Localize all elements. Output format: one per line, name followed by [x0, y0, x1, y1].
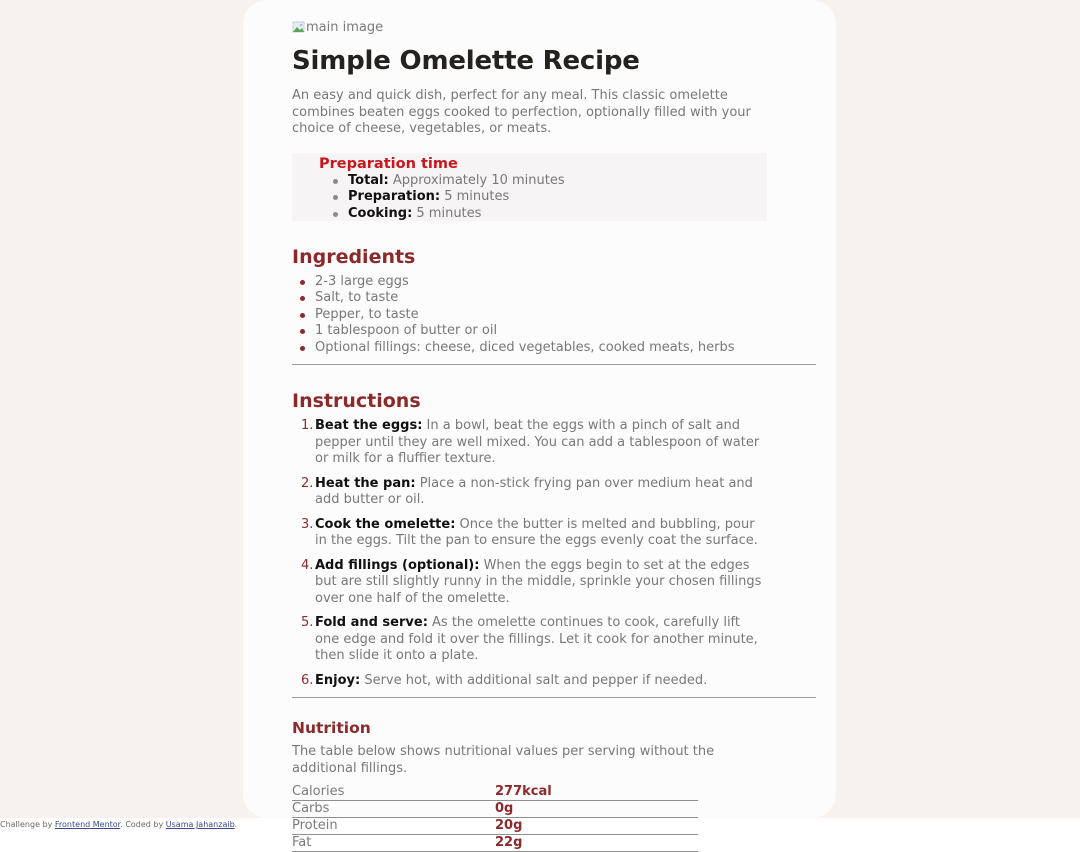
prep-item-value: 5 minutes: [440, 189, 510, 204]
step-text: In a bowl, beat the eggs with a pinch of salt and pepper until they are well mixed. You can add a tablespoon of water or milk for a fluffier texture.: [315, 418, 760, 466]
attribution-suffix: .: [234, 820, 238, 829]
step-label: Heat the pan:: [315, 475, 416, 491]
table-row: [292, 784, 698, 801]
table-row: [292, 818, 698, 835]
nutrition-value: 0g: [495, 801, 698, 818]
ingredients-heading: Ingredients: [292, 245, 416, 268]
nutrition-label: Fat: [292, 835, 495, 852]
nutrition-section: [292, 718, 767, 852]
nutrition-value: 277kcal: [495, 784, 698, 801]
nutrition-label: Carbs: [292, 801, 495, 818]
ingredient-item: Salt, to taste: [315, 290, 767, 307]
preparation-time-box: [292, 153, 767, 221]
instruction-step: [315, 517, 767, 550]
section-divider: [292, 697, 816, 698]
step-text: Place a non-stick frying pan over medium heat and add butter or oil.: [315, 475, 753, 507]
hero-image-alt-text: main image: [306, 19, 384, 35]
instruction-step: [315, 558, 767, 608]
instructions-section: [292, 389, 767, 698]
prep-item-label: Cooking:: [348, 205, 413, 221]
instructions-list: [292, 418, 767, 689]
ingredients-list: [292, 274, 767, 357]
instructions-heading: Instructions: [292, 390, 421, 412]
step-label: Enjoy:: [315, 672, 361, 688]
table-row: [292, 835, 698, 852]
prep-item: [348, 189, 767, 206]
nutrition-heading: Nutrition: [292, 719, 371, 737]
instruction-step: [315, 418, 767, 468]
table-row: [292, 801, 698, 818]
prep-item-label: Preparation:: [348, 189, 441, 204]
ingredient-item: Pepper, to taste: [315, 307, 767, 324]
prep-item: [348, 173, 767, 190]
preparation-list: [319, 173, 767, 223]
step-label: Add fillings (optional):: [315, 557, 480, 573]
attribution-prefix: Challenge by: [0, 820, 55, 829]
ingredients-section: [292, 245, 767, 366]
attribution-footer: [0, 819, 237, 831]
prep-item-value: 5 minutes: [412, 205, 482, 221]
step-text: When the eggs begin to set at the edges but are still slightly runny in the middle, sprinkle your chosen fillings over one half of the omelette.: [315, 557, 762, 606]
nutrition-table: [292, 784, 698, 852]
recipe-card: [243, 0, 836, 851]
preparation-heading: Preparation time: [319, 155, 458, 172]
nutrition-value: 20g: [495, 818, 698, 835]
nutrition-value: 22g: [495, 835, 698, 852]
ingredient-item: 2-3 large eggs: [315, 274, 767, 291]
recipe-intro: An easy and quick dish, perfect for any meal. This classic omelette combines beaten eggs cooked to perfection, optionally filled with your choice of cheese, vegetables, or meats.: [292, 88, 751, 136]
author-link[interactable]: Usama Jahanzaib: [165, 820, 235, 829]
page-title: Simple Omelette Recipe: [292, 46, 640, 76]
hero-image: [292, 18, 767, 36]
broken-image-icon: [292, 20, 306, 34]
attribution-middle: . Coded by: [120, 820, 166, 829]
ingredient-item: Optional fillings: cheese, diced vegetables, cooked meats, herbs: [315, 340, 767, 357]
section-divider: [292, 364, 816, 365]
step-label: Beat the eggs:: [315, 418, 423, 433]
prep-item-label: Total:: [348, 172, 389, 188]
step-text: Serve hot, with additional salt and pepper if needed.: [360, 672, 708, 688]
step-text: Once the butter is melted and bubbling, pour in the eggs. Tilt the pan to ensure the eggs evenly coat the surface.: [315, 516, 758, 548]
instruction-step: [315, 476, 767, 509]
instruction-step: [315, 615, 767, 665]
ingredient-item: 1 tablespoon of butter or oil: [315, 323, 767, 340]
step-text: As the omelette continues to cook, carefully lift one edge and fold it over the fillings. Let it cook for another minute, then slide it onto a plate.: [315, 615, 758, 663]
prep-item: [348, 206, 767, 223]
frontend-mentor-link[interactable]: Frontend Mentor: [54, 820, 121, 829]
instruction-step: [315, 673, 767, 690]
nutrition-description: The table below shows nutritional values per serving without the additional fillings.: [292, 744, 715, 776]
nutrition-label: Protein: [292, 818, 495, 835]
step-label: Fold and serve:: [315, 615, 428, 630]
nutrition-label: Calories: [292, 784, 495, 801]
step-label: Cook the omelette:: [315, 516, 456, 532]
prep-item-value: Approximately 10 minutes: [388, 172, 565, 188]
